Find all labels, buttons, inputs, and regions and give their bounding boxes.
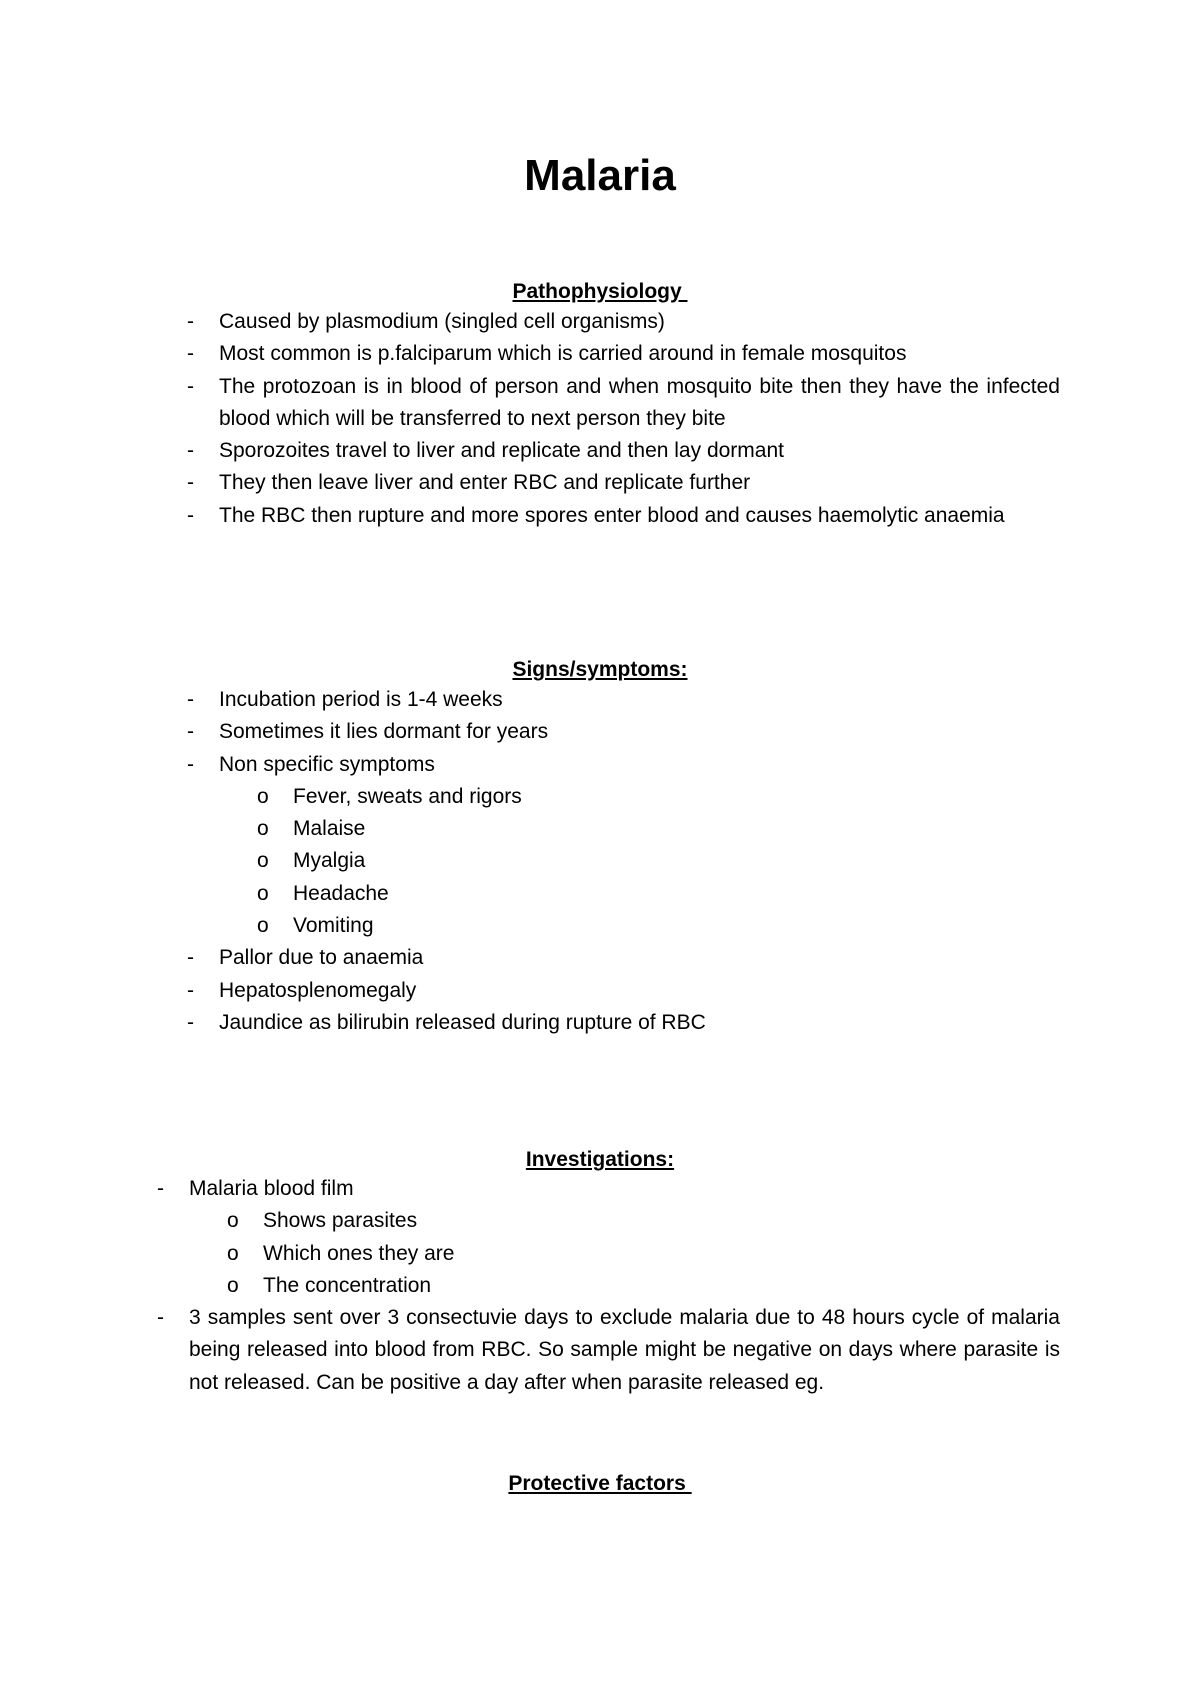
dash-marker: -: [157, 1177, 164, 1200]
dash-marker: -: [187, 439, 194, 463]
list-item: - Most common is p.falciparum which is carried around in female mosquitos: [187, 338, 1060, 370]
list-item: - Caused by plasmodium (singled cell organisms): [187, 306, 1060, 338]
pathophysiology-heading: Pathophysiology: [512, 280, 688, 303]
list-item: - Malaria blood film: [157, 1173, 1060, 1205]
circle-marker: o: [257, 914, 269, 938]
sub-list-item: o Myalgia: [187, 845, 1060, 877]
dash-marker: -: [187, 688, 194, 711]
sub-list-item: o Which ones they are: [157, 1238, 1060, 1270]
list-item: - Hepatosplenomegaly: [187, 975, 1060, 1007]
circle-marker: o: [257, 817, 269, 841]
dash-marker: -: [187, 752, 194, 776]
list-item: - Non specific symptoms: [187, 749, 1060, 781]
circle-marker: o: [227, 1209, 239, 1233]
sub-list-item: o Fever, sweats and rigors: [187, 781, 1060, 813]
list-item: - Jaundice as bilirubin released during rupture of RBC: [187, 1007, 1060, 1039]
dash-marker: -: [157, 1306, 164, 1330]
list-item: - Sometimes it lies dormant for years: [187, 716, 1060, 748]
list-item: - The protozoan is in blood of person and when mosquito bite then they have the infected blood which will be transferred to next person they bite: [187, 371, 1060, 436]
circle-marker: o: [257, 881, 269, 905]
dash-marker: -: [187, 1010, 194, 1034]
circle-marker: o: [257, 784, 269, 808]
circle-marker: o: [227, 1241, 239, 1265]
sub-list-item: o The concentration: [157, 1270, 1060, 1302]
sub-list-item: o Malaise: [187, 813, 1060, 845]
sub-list-item: o Shows parasites: [157, 1205, 1060, 1237]
list-item: - They then leave liver and enter RBC and replicate further: [187, 467, 1060, 499]
sub-list-item: o Vomiting: [187, 910, 1060, 942]
dash-marker: -: [187, 310, 194, 333]
dash-marker: -: [187, 978, 194, 1002]
protective-factors-heading: Protective factors: [508, 1472, 692, 1495]
investigations-heading: Investigations:: [525, 1148, 675, 1171]
dash-marker: -: [187, 503, 194, 527]
investigations-list: [157, 1173, 1060, 1399]
circle-marker: o: [257, 849, 269, 873]
list-item: - Sporozoites travel to liver and replicate and then lay dormant: [187, 435, 1060, 467]
dash-marker: -: [187, 471, 194, 495]
dash-marker: -: [187, 946, 194, 970]
list-item: - Pallor due to anaemia: [187, 942, 1060, 974]
dash-marker: -: [187, 342, 194, 366]
dash-marker: -: [187, 720, 194, 744]
circle-marker: o: [227, 1273, 239, 1297]
pathophysiology-list: [187, 306, 1060, 532]
list-item: - Incubation period is 1-4 weeks: [187, 684, 1060, 716]
sub-list-item: o Headache: [187, 878, 1060, 910]
signs-heading: Signs/symptoms:: [512, 658, 688, 681]
list-item: - 3 samples sent over 3 consectuvie days to exclude malaria due to 48 hours cycle of malaria being released into blood from RBC. So sample might be negative on days where parasite is not released. Can be positive a day after when parasite released eg.: [157, 1302, 1060, 1399]
list-item: - The RBC then rupture and more spores enter blood and causes haemolytic anaemia: [187, 500, 1060, 532]
dash-marker: -: [187, 374, 194, 398]
document-title: Malaria: [524, 151, 676, 200]
signs-list: [187, 684, 1060, 1039]
